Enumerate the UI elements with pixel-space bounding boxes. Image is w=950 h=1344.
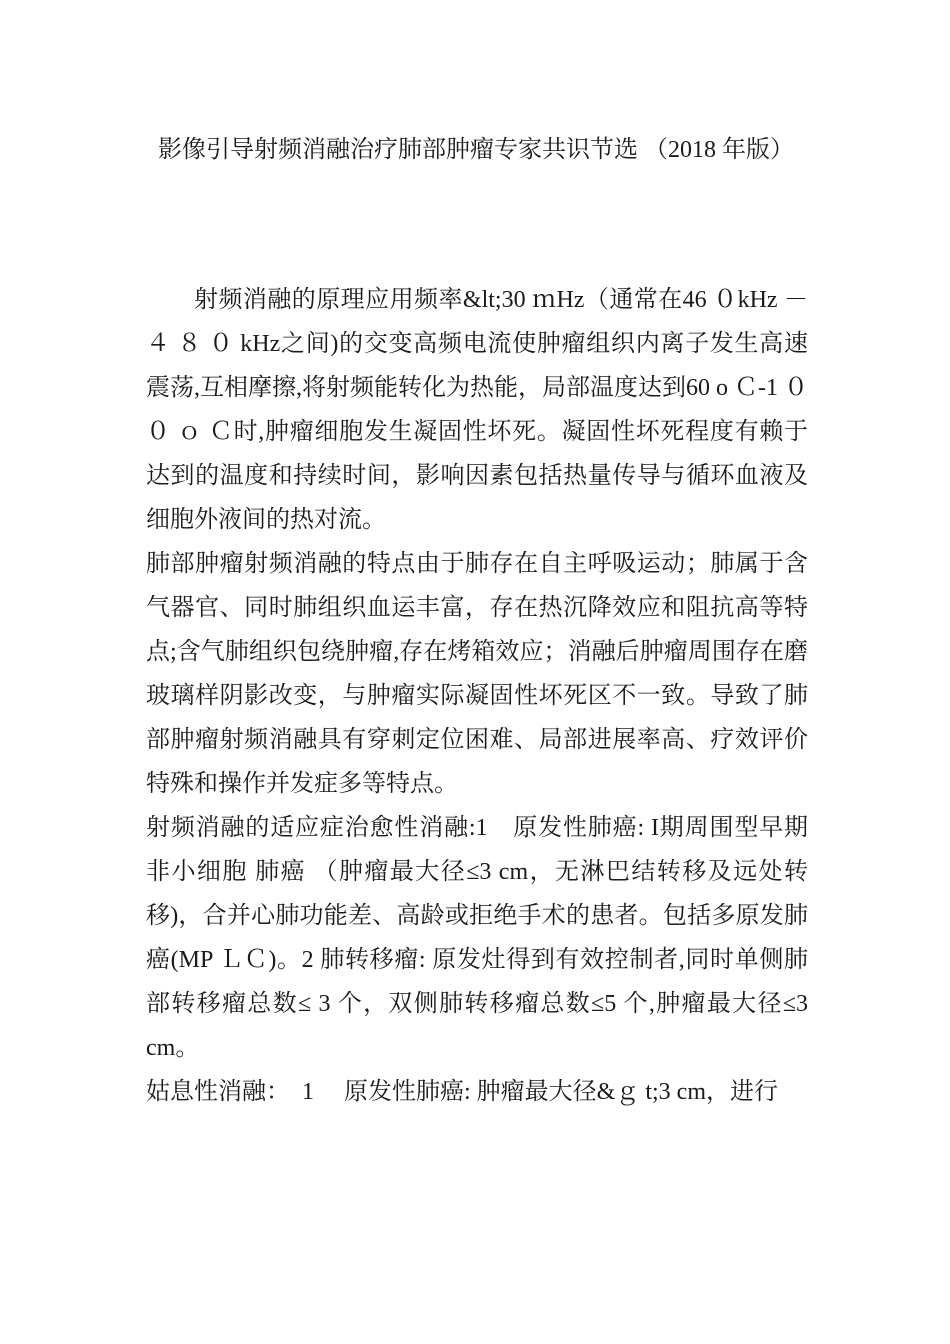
paragraph-principle: 射频消融的原理应用频率&lt;30 ｍHz（通常在46 ０kHz －４ ８ ０ kHz之间)的交变高频电流使肿瘤组织内离子发生高速震荡,互相摩擦,将射频能转化为热能，局部温度达到60 o Ｃ-1 ０ ０ ｏ Ｃ时,肿瘤细胞发生凝固性坏死。凝固性坏死程度有赖于达到的温度和持续时间，影响因素包括热量传导与循环血液及细胞外液间的热对流。 (146, 287, 814, 533)
paragraph-characteristics: 肺部肿瘤射频消融的特点由于肺存在自主呼吸运动；肺属于含气器官、同时肺组织血运丰富，存在热沉降效应和阻抗高等特点;含气肺组织包绕肿瘤,存在烤箱效应；消融后肿瘤周围存在磨玻璃样阴影改变，与肿瘤实际凝固性坏死区不一致。导致了肺部肿瘤射频消融具有穿刺定位困难、局部进展率高、疗效评价特殊和操作并发症多等特点。 (146, 551, 808, 797)
paragraph-indications: 射频消融的适应症治愈性消融:1 原发性肺癌: I期周围型早期非小细胞 肺癌 （肿瘤最大径≤3 cm，无淋巴结转移及远处转移)，合并心肺功能差、高龄或拒绝手术的患者。包括多原发肺癌(MP ＬＣ)。2 肺转移瘤: 原发灶得到有效控制者,同时单侧肺部转移瘤总数≤ 3 个，双侧肺转移瘤总数≤5 个,肿瘤最大径≤3 cm。 (146, 815, 814, 1061)
document-title: 影像引导射频消融治疗肺部肿瘤专家共识节选 （2018 年版） (158, 137, 794, 163)
paragraph-palliative: 姑息性消融： 1 原发性肺癌: 肿瘤最大径&ｇ t;3 cm，进行 (146, 1079, 778, 1105)
document-body (146, 278, 814, 1114)
